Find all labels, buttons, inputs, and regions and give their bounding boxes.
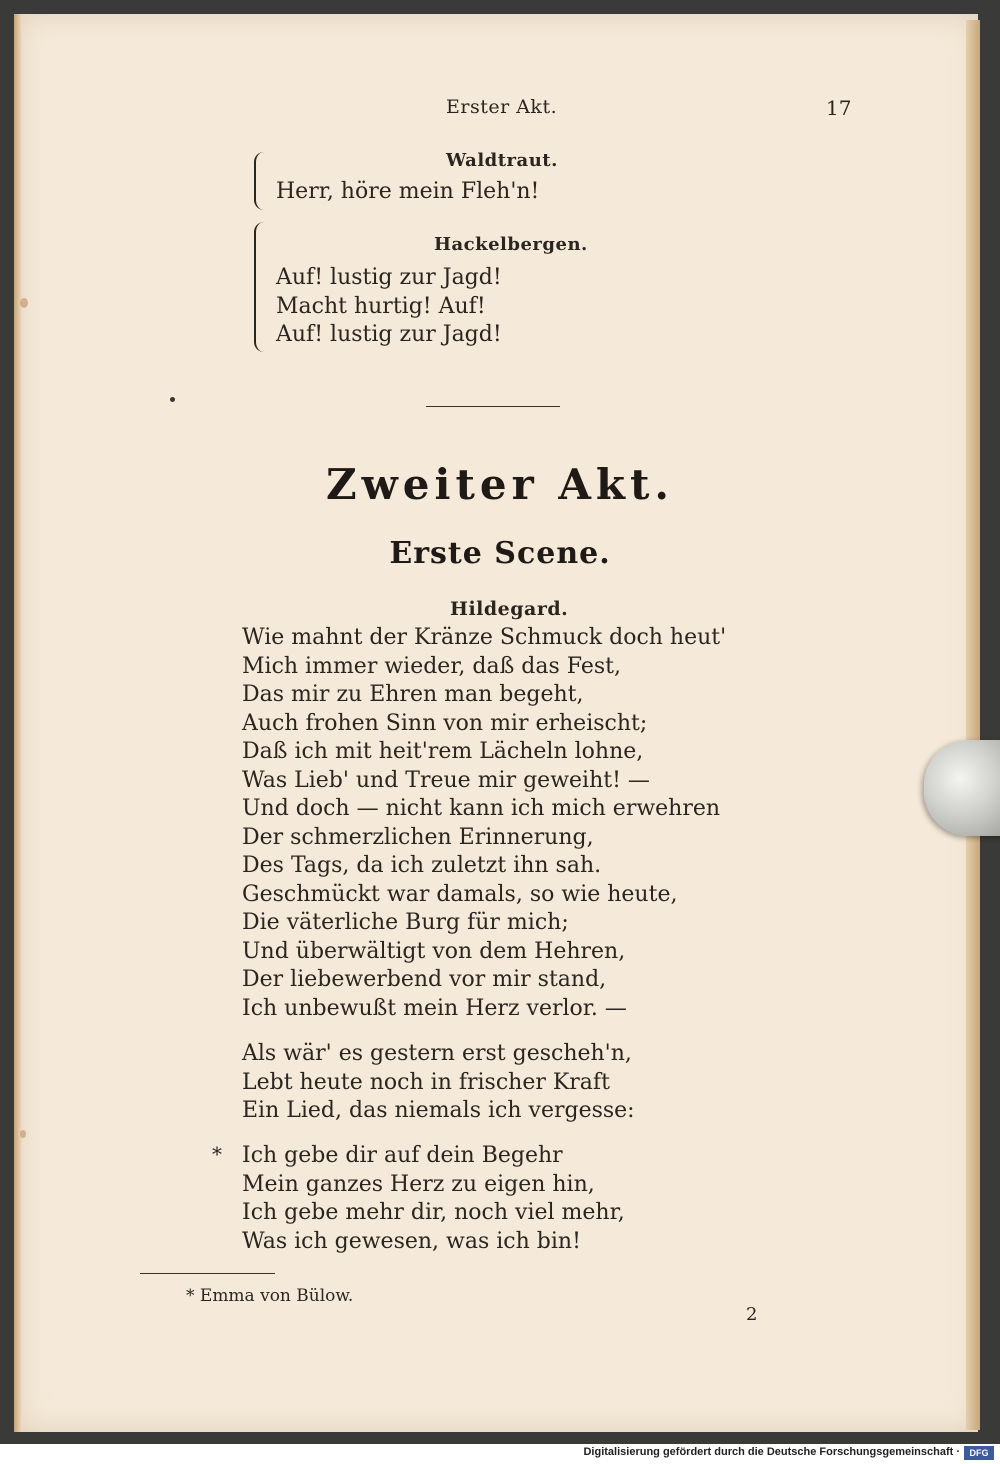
ink-dot bbox=[170, 397, 175, 402]
brace-left bbox=[254, 152, 264, 210]
dfg-logo-icon: DFG bbox=[964, 1446, 994, 1460]
verse-line: Ein Lied, das niemals ich vergesse: bbox=[242, 1098, 635, 1123]
paper-stain bbox=[20, 298, 28, 308]
page-gutter bbox=[14, 14, 22, 1432]
page-number: 17 bbox=[826, 96, 852, 120]
verse-line: Der liebewerbend vor mir stand, bbox=[242, 967, 607, 992]
verse-stanza-2 bbox=[242, 1040, 635, 1126]
verse-block-hackelbergen bbox=[276, 264, 502, 350]
verse-line: Ich gebe mehr dir, noch viel mehr, bbox=[242, 1200, 625, 1225]
verse-stanza-3 bbox=[242, 1142, 625, 1256]
speaker-waldtraut: Waldtraut. bbox=[446, 150, 558, 171]
verse-line: Herr, höre mein Fleh'n! bbox=[276, 179, 540, 204]
footnote-marker: * bbox=[212, 1142, 222, 1166]
verse-line: Der schmerzlichen Erinnerung, bbox=[242, 824, 594, 850]
page-edge bbox=[966, 20, 980, 1430]
verse-line: Macht hurtig! Auf! bbox=[276, 293, 486, 319]
verse-line: Mich immer wieder, daß das Fest, bbox=[242, 653, 621, 679]
verse-line: Mein ganzes Herz zu eigen hin, bbox=[242, 1171, 595, 1197]
verse-line: Ich gebe dir auf dein Begehr bbox=[242, 1143, 563, 1168]
footnote: * Emma von Bülow. bbox=[186, 1286, 354, 1306]
section-divider bbox=[426, 406, 560, 407]
act-title: Zweiter Akt. bbox=[325, 460, 675, 509]
verse-line: Auch frohen Sinn von mir erheischt; bbox=[242, 710, 648, 736]
verse-line: Und doch — nicht kann ich mich erwehren bbox=[242, 796, 721, 821]
verse-line: Was ich gewesen, was ich bin! bbox=[242, 1228, 581, 1254]
running-header: Erster Akt. bbox=[446, 96, 558, 118]
verse-stanza-1 bbox=[242, 624, 726, 1023]
verse-line: Lebt heute noch in frischer Kraft bbox=[242, 1069, 610, 1095]
verse-line: Daß ich mit heit'rem Lächeln lohne, bbox=[242, 739, 644, 764]
speaker-hildegard: Hildegard. bbox=[450, 598, 569, 620]
verse-line: Und überwältigt von dem Hehren, bbox=[242, 938, 626, 964]
verse-line: Auf! lustig zur Jagd! bbox=[276, 265, 502, 290]
verse-line: Ich unbewußt mein Herz verlor. — bbox=[242, 995, 627, 1021]
verse-line: Geschmückt war damals, so wie heute, bbox=[242, 881, 678, 907]
credit-bar bbox=[0, 1444, 1000, 1464]
verse-line: Des Tags, da ich zuletzt ihn sah. bbox=[242, 853, 602, 878]
signature-mark: 2 bbox=[746, 1304, 758, 1325]
brace-left bbox=[254, 222, 264, 352]
verse-line: Die väterliche Burg für mich; bbox=[242, 910, 569, 935]
verse-line: Das mir zu Ehren man begeht, bbox=[242, 682, 584, 707]
speaker-hackelbergen: Hackelbergen. bbox=[434, 234, 588, 255]
verse-line: Auf! lustig zur Jagd! bbox=[276, 322, 502, 347]
scene-title: Erste Scene. bbox=[389, 536, 611, 571]
page-clip bbox=[924, 740, 1000, 836]
footnote-rule bbox=[140, 1273, 275, 1274]
verse-block-waldtraut bbox=[276, 178, 539, 207]
verse-line: Als wär' es gestern erst gescheh'n, bbox=[242, 1041, 632, 1066]
verse-line: Was Lieb' und Treue mir geweiht! — bbox=[242, 767, 650, 793]
verse-line: Wie mahnt der Kränze Schmuck doch heut' bbox=[242, 625, 727, 650]
paper-stain bbox=[20, 1130, 26, 1138]
credit-text: Digitalisierung gefördert durch die Deutsche Forschungsgemeinschaft · bbox=[583, 1446, 960, 1458]
